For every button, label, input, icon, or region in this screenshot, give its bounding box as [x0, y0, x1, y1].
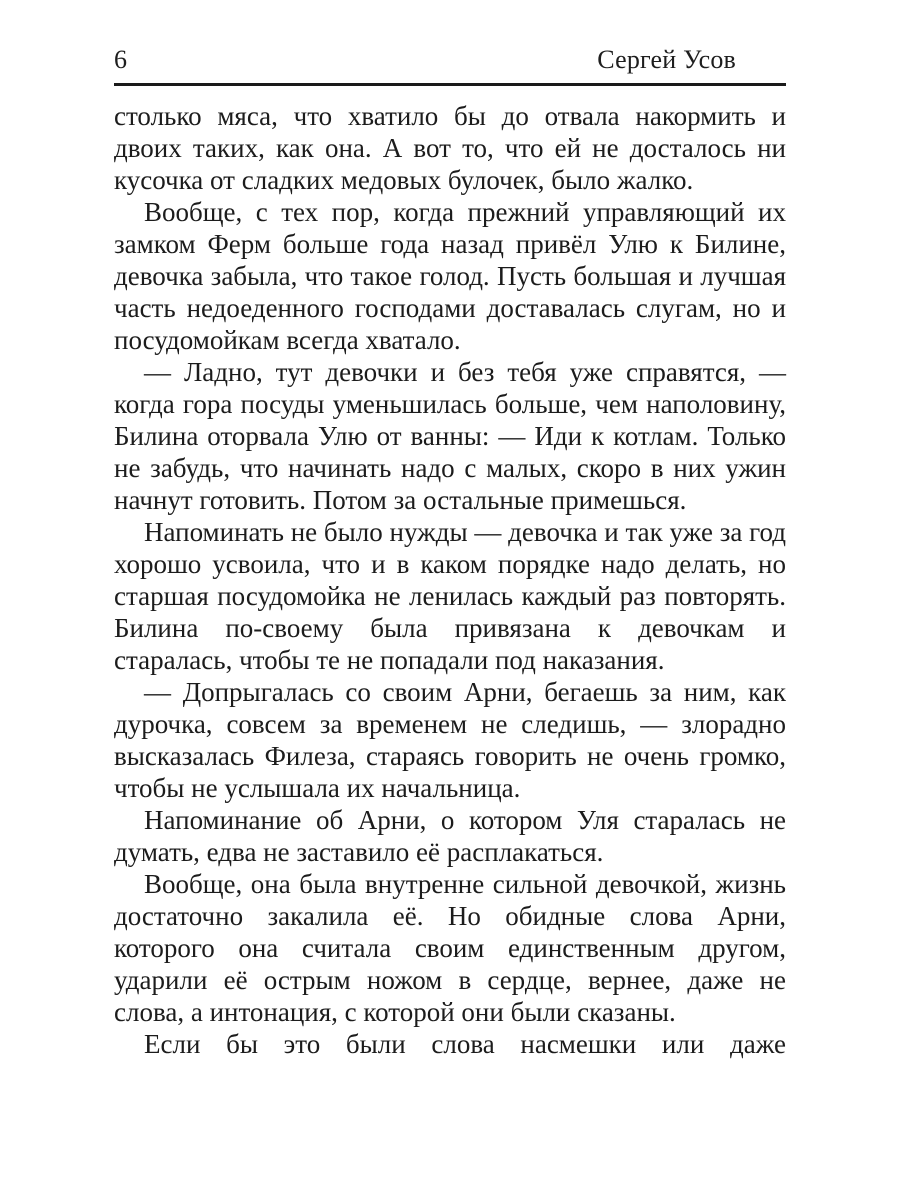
paragraph-5: — Допрыгалась со своим Арни, бегаешь за ним, как дурочка, совсем за временем не следишь, — злорадно высказалась Филеза, стараясь говорить не очень громко, чтобы не услышала их начальница.	[114, 677, 786, 803]
paragraph-2: Вообще, с тех пор, когда прежний управляющий их замком Ферм больше года назад привёл Улю к Билине, девочка забыла, что такое голод. Пусть большая и лучшая часть недоеденного господами доставалась слугам, но и посудомойкам всегда хватало.	[114, 197, 786, 355]
paragraph-4: Напоминать не было нужды — девочка и так уже за год хорошо усвоила, что и в каком порядке надо делать, но старшая посудомойка не ленилась каждый раз повторять. Билина по-своему была привязана к девочкам и старалась, чтобы те не попадали под наказания.	[114, 517, 786, 675]
paragraph-1: столько мяса, что хватило бы до отвала накормить и двоих таких, как она. А вот то, что ей не досталось ни кусочка от сладких медовых булочек, было жалко.	[114, 101, 786, 195]
author-name: Сергей Усов	[597, 45, 736, 74]
paragraph-7: Вообще, она была внутренне сильной девочкой, жизнь достаточно закалила её. Но обидные слова Арни, которого она считала своим единственным другом, ударили её острым ножом в сердце, вернее, даже не слова, а интонация, с которой они были сказаны.	[114, 869, 786, 1027]
page-number: 6	[114, 45, 127, 74]
paragraph-6: Напоминание об Арни, о котором Уля старалась не думать, едва не заставило её расплакаться.	[114, 805, 786, 867]
paragraph-8: Если бы это были слова насмешки или даже	[144, 1029, 786, 1059]
body-text	[114, 100, 786, 1060]
running-header	[114, 0, 786, 86]
paragraph-3: — Ладно, тут девочки и без тебя уже справятся, — когда гора посуды уменьшилась больше, чем наполовину, Билина оторвала Улю от ванны: — Иди к котлам. Только не забудь, что начинать надо с малых, скоро в них ужин начнут готовить. Потом за остальные примешься.	[114, 357, 786, 515]
